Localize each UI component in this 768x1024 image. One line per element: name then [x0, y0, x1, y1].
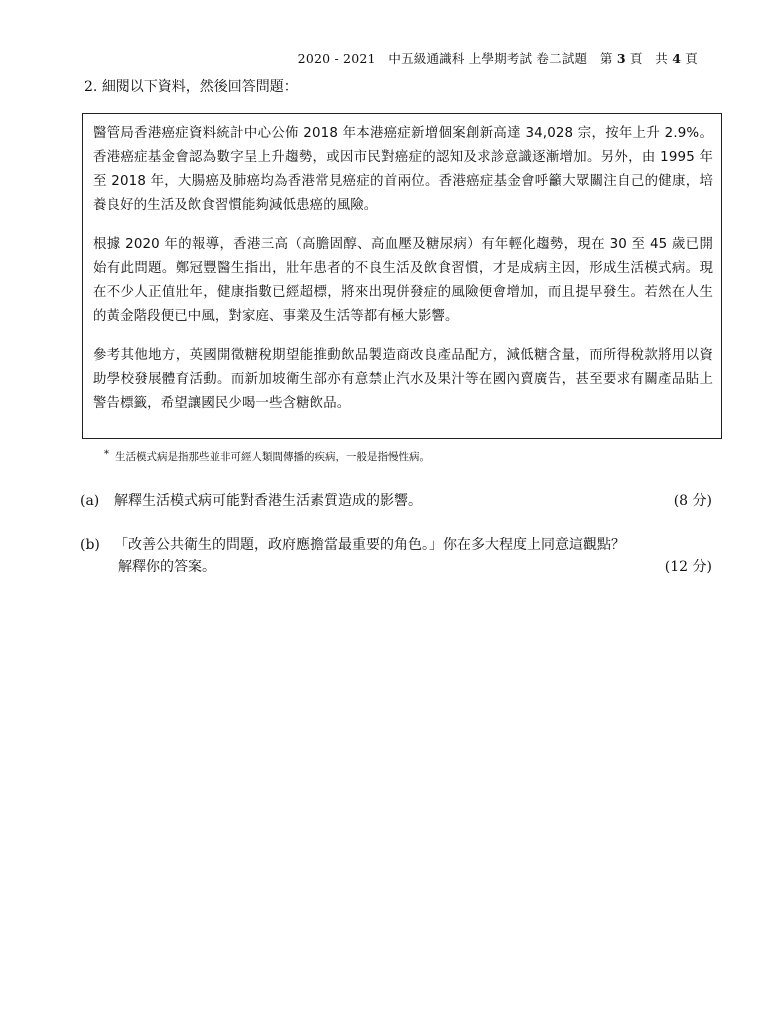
- footnote-marker: *: [104, 449, 109, 460]
- sub-question-label: (b): [80, 537, 100, 553]
- question-heading: [84, 76, 298, 96]
- marks-label: (12 分): [664, 559, 712, 575]
- total-pages: 4: [672, 51, 682, 66]
- footnote: [104, 449, 430, 464]
- total-unit: 頁: [685, 51, 698, 66]
- sub-question-text: 解釋生活模式病可能對香港生活素質造成的影響。: [114, 493, 422, 509]
- page-number: 3: [616, 51, 626, 66]
- page-header: [298, 49, 698, 67]
- page-unit: 頁 共: [629, 51, 669, 66]
- question-number: 2.: [84, 79, 98, 95]
- source-paragraph: 參考其他地方，英國開徵糖稅期望能推動飲品製造商改良產品配方，減低糖含量，而所得稅款將用以資助學校發展體育活動。而新加坡衛生部亦有意禁止汽水及果汁等在國內賣廣告，甚至要求有關產品貼上警告標籤，希望讓國民少喝一些含糖飲品。: [93, 348, 713, 411]
- source-paragraph: 醫管局香港癌症資料統計中心公佈 2018 年本港癌症新增個案創新高達 34,028 宗，按年上升 2.9%。香港癌症基金會認為數字呈上升趨勢，或因市民對癌症的認知及求診意識逐漸增加。另外，由 1995 年至 2018 年，大腸癌及肺癌均為香港常見癌症的首兩位。香港癌症基金會呼籲大眾關注自己的健康，培養良好的生活及飲食習慣能夠減低患癌的風險。: [93, 126, 713, 213]
- source-paragraph: 根據 2020 年的報導，香港三高（高膽固醇、高血壓及糖尿病）有年輕化趨勢，現在 30 至 45 歲已開始有此問題。鄭冠豐醫生指出，壯年患者的不良生活及飲食習慣，才是成病主因，形成生活模式病。現在不少人正值壯年，健康指數已經超標，將來出現併發症的風險便會增加，而且提早發生。若然在人生的黃金階段便已中風，對家庭、事業及生活等都有極大影響。: [93, 237, 713, 324]
- exam-info: 2020 - 2021 中五級通識科 上學期考試 卷二試題 第: [297, 51, 613, 66]
- sub-question-text-line1: 「改善公共衛生的問題，政府應擔當最重要的角色。」你在多大程度上同意這觀點？: [114, 537, 625, 553]
- sub-question-label: (a): [80, 493, 100, 509]
- sub-question-a: [80, 490, 716, 512]
- source-box: [82, 113, 722, 439]
- marks-label: (8 分): [673, 493, 712, 509]
- question-instruction: 細閱以下資料，然後回答問題：: [101, 79, 298, 95]
- sub-question-b: [80, 534, 716, 578]
- footnote-text: 生活模式病是指那些並非可經人類間傳播的疾病，一般是指慢性病。: [115, 451, 430, 463]
- sub-question-text-line2: 解釋你的答案。: [118, 559, 216, 575]
- sub-question-text: [114, 534, 716, 578]
